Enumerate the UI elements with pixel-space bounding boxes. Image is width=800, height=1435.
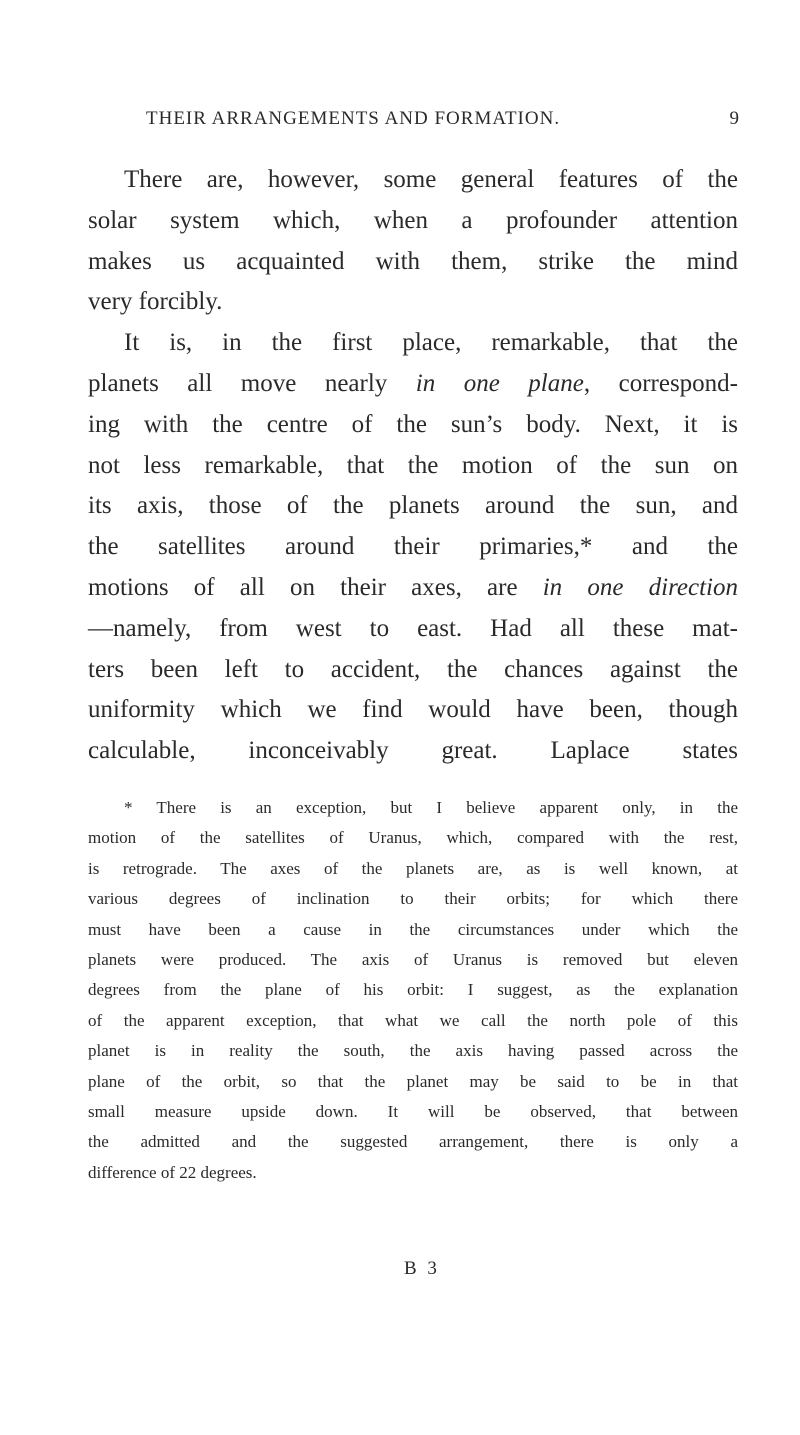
page-number: 9 (729, 108, 740, 129)
text-segment: uniformity which we find would have been, though (88, 696, 738, 724)
text-line (88, 242, 738, 283)
footnote-line: various degrees of inclination to their orbits; for which there (88, 889, 738, 909)
text-segment: There are, however, some general features of the (124, 166, 738, 193)
text-segment: planets all move nearly (88, 369, 416, 397)
body-text (88, 160, 738, 772)
footnote-line: plane of the orbit, so that the planet may be said to be in that (88, 1071, 738, 1091)
text-line (88, 282, 738, 323)
text-line (88, 323, 738, 364)
footnote-line: is retrograde. The axes of the planets are, as is well known, at (88, 858, 738, 878)
footnote-line: degrees from the plane of his orbit: I suggest, as the explanation (88, 980, 738, 1000)
footnote-line: of the apparent exception, that what we call the north pole of this (88, 1010, 738, 1030)
text-segment: —namely, from west to east. Had all these mat- (88, 614, 738, 642)
italic-text: in one direction (542, 573, 738, 601)
text-segment: ing with the centre of the sun’s body. Next, it is (88, 410, 738, 438)
text-segment: motions of all on their axes, are (88, 573, 543, 601)
text-line (88, 650, 738, 691)
text-line (88, 568, 738, 609)
text-line (88, 731, 738, 772)
footnote-line: small measure upside down. It will be observed, that between (88, 1101, 738, 1121)
header-title: THEIR ARRANGEMENTS AND FORMATION. (146, 108, 561, 129)
italic-text: in one plane (415, 369, 584, 397)
text-segment: ters been left to accident, the chances against the (88, 655, 738, 683)
footnote-line: the admitted and the suggested arrangement, there is only a (88, 1132, 738, 1152)
text-line (88, 201, 738, 242)
text-segment: very forcibly. (88, 288, 223, 316)
text-line (88, 364, 738, 405)
footnote-line: difference of 22 degrees. (88, 1162, 257, 1182)
text-segment: not less remarkable, that the motion of the sun on (88, 451, 738, 479)
text-line (88, 486, 738, 527)
text-segment: solar system which, when a profounder attention (88, 206, 738, 234)
text-segment: makes us acquainted with them, strike the mind (88, 247, 738, 275)
text-segment: It is, in the first place, remarkable, that the (124, 329, 738, 357)
text-line (88, 160, 738, 201)
text-segment: calculable, inconceivably great. Laplace states (88, 737, 738, 765)
text-line (88, 405, 738, 446)
text-line (88, 690, 738, 731)
signature-mark: B 3 (404, 1258, 440, 1279)
footnote-line: planet is in reality the south, the axis having passed across the (88, 1041, 738, 1061)
text-line (88, 609, 738, 650)
footnote-line: motion of the satellites of Uranus, which, compared with the rest, (88, 828, 738, 848)
running-header (146, 108, 740, 130)
text-segment: , correspond- (583, 369, 738, 397)
text-line (88, 446, 738, 487)
text-segment: its axis, those of the planets around the sun, and (88, 492, 738, 520)
footnote (88, 793, 738, 1188)
footnote-line: * There is an exception, but I believe apparent only, in the (124, 798, 738, 817)
footnote-line: must have been a cause in the circumstances under which the (88, 919, 738, 939)
text-line (88, 527, 738, 568)
text-segment: the satellites around their primaries,* and the (88, 533, 738, 561)
footnote-line: planets were produced. The axis of Uranus is removed but eleven (88, 949, 738, 969)
